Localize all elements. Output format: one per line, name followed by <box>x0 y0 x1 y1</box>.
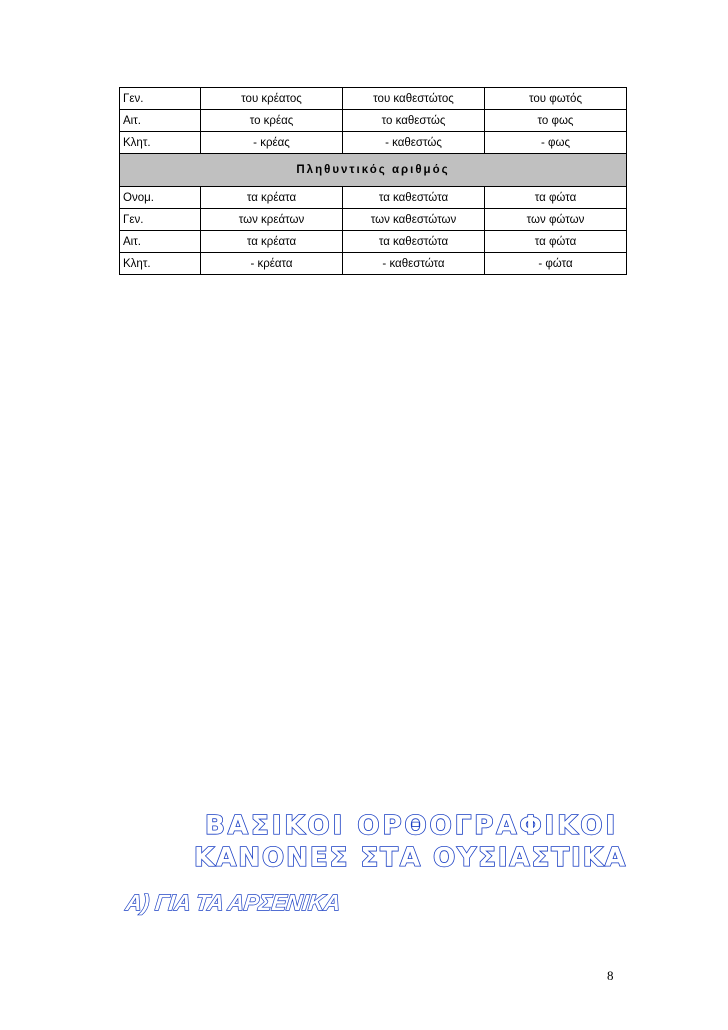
cell-fos: το φως <box>485 110 627 132</box>
table-row <box>120 88 627 110</box>
table-row <box>120 187 627 209</box>
case-label: Αιτ. <box>120 110 201 132</box>
declension-table <box>119 87 627 275</box>
section-subtitle: Α) ΓΙΑ ΤΑ ΑΡΣΕΝΙΚΑ <box>124 890 342 915</box>
table-row <box>120 231 627 253</box>
cell-kreas: τα κρέατα <box>201 231 343 253</box>
cell-kreas: - κρέας <box>201 132 343 154</box>
table-row <box>120 253 627 275</box>
cell-kreas: - κρέατα <box>201 253 343 275</box>
cell-fos: τα φώτα <box>485 231 627 253</box>
table-row <box>120 132 627 154</box>
cell-fos: των φώτων <box>485 209 627 231</box>
cell-kathestos: των καθεστώτων <box>343 209 485 231</box>
page-number: 8 <box>607 968 614 983</box>
cell-kathestos: - καθεστώτα <box>343 253 485 275</box>
cell-kathestos: το καθεστώς <box>343 110 485 132</box>
wordart-title-line2: ΚΑΝΟΝΕΣ ΣΤΑ ΟΥΣΙΑΣΤΙΚΑ <box>194 843 628 873</box>
cell-kathestos: - καθεστώς <box>343 132 485 154</box>
case-label: Κλητ. <box>120 253 201 275</box>
case-label: Αιτ. <box>120 231 201 253</box>
cell-fos: - φώτα <box>485 253 627 275</box>
table-row <box>120 110 627 132</box>
cell-fos: - φως <box>485 132 627 154</box>
case-label: Γεν. <box>120 209 201 231</box>
cell-fos: του φωτός <box>485 88 627 110</box>
cell-kathestos: τα καθεστώτα <box>343 231 485 253</box>
cell-kreas: τα κρέατα <box>201 187 343 209</box>
cell-kathestos: τα καθεστώτα <box>343 187 485 209</box>
cell-kreas: των κρεάτων <box>201 209 343 231</box>
cell-kathestos: του καθεστώτος <box>343 88 485 110</box>
case-label: Ονομ. <box>120 187 201 209</box>
case-label: Γεν. <box>120 88 201 110</box>
wordart-title-line1: ΒΑΣΙΚΟΙ ΟΡΘΟΓΡΑΦΙΚΟΙ <box>205 811 619 841</box>
cell-fos: τα φώτα <box>485 187 627 209</box>
table-row <box>120 209 627 231</box>
plural-header: Πληθυντικός αριθμός <box>120 154 627 187</box>
plural-header-row <box>120 154 627 187</box>
case-label: Κλητ. <box>120 132 201 154</box>
cell-kreas: του κρέατος <box>201 88 343 110</box>
cell-kreas: το κρέας <box>201 110 343 132</box>
